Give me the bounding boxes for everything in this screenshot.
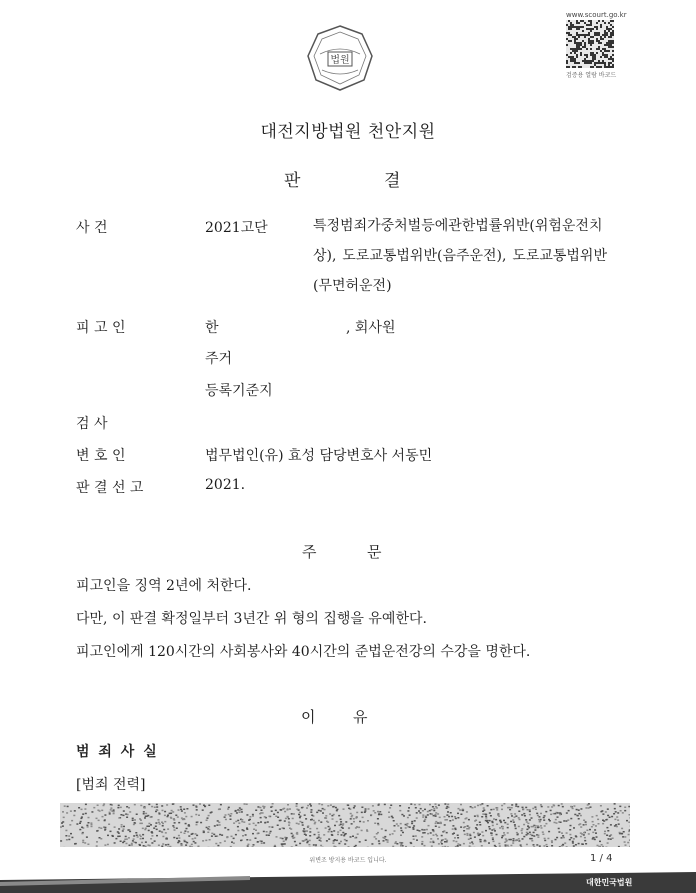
defendant-occupation: , 회사원 [346, 320, 396, 336]
case-label-text: 사 건 [76, 220, 108, 236]
criminal-record-item: [범죄 전력] [76, 777, 146, 793]
barcode-note: 위변조 방지용 바코드 입니다. [309, 857, 387, 864]
order-line-3: 피고인에게 120시간의 사회봉사와 40시간의 준법운전강의 수강을 명한다. [76, 644, 531, 660]
reasons-heading-char-1: 이 [301, 708, 316, 726]
defendant-label: 피 고 인 [76, 320, 126, 336]
crime-facts-heading: 범 죄 사 실 [76, 744, 159, 760]
prosecutor-label: 검 사 [76, 416, 108, 432]
order-heading-char-2: 문 [367, 543, 382, 561]
counsel-value: 법무법인(유) 효성 담당변호사 서동민 [205, 448, 433, 464]
case-number: 2021고단 [205, 220, 268, 236]
order-line-2: 다만, 이 판결 확정일부터 3년간 위 형의 집행을 유예한다. [76, 611, 427, 627]
registry-label: 등록기준지 [205, 383, 273, 399]
order-line-1: 피고인을 징역 2년에 처한다. [76, 578, 252, 594]
judgment-title-char-1: 판 [284, 171, 301, 191]
case-name: 특정범죄가중처벌등에관한법률위반(위험운전치상), 도로교통법위반(음주운전), 도로교통법위반(무면허운전) [313, 218, 607, 294]
court-seal-icon [306, 24, 374, 92]
seal-text: 법원 [330, 55, 350, 66]
anti-forgery-barcode [60, 803, 630, 847]
defendant-name: 한 [205, 320, 219, 336]
sentence-date-label: 판 결 선 고 [76, 480, 144, 496]
order-heading-char-1: 주 [302, 543, 317, 561]
qr-caption: 검증용 열람 바코드 [566, 72, 617, 79]
nation-court-label: 대한민국법원 [586, 878, 633, 887]
case-label [76, 217, 154, 237]
verification-qr-code [566, 20, 614, 68]
reasons-heading-char-2: 유 [353, 708, 368, 726]
court-name: 대전지방법원 천안지원 [260, 122, 436, 142]
sentence-date-value: 2021. [205, 477, 246, 493]
address-label: 주거 [205, 351, 233, 367]
court-url: www.scourt.go.kr [566, 11, 627, 19]
counsel-label: 변 호 인 [76, 448, 126, 464]
page-number: 1 / 4 [590, 853, 613, 864]
judgment-title-char-2: 결 [384, 171, 401, 191]
